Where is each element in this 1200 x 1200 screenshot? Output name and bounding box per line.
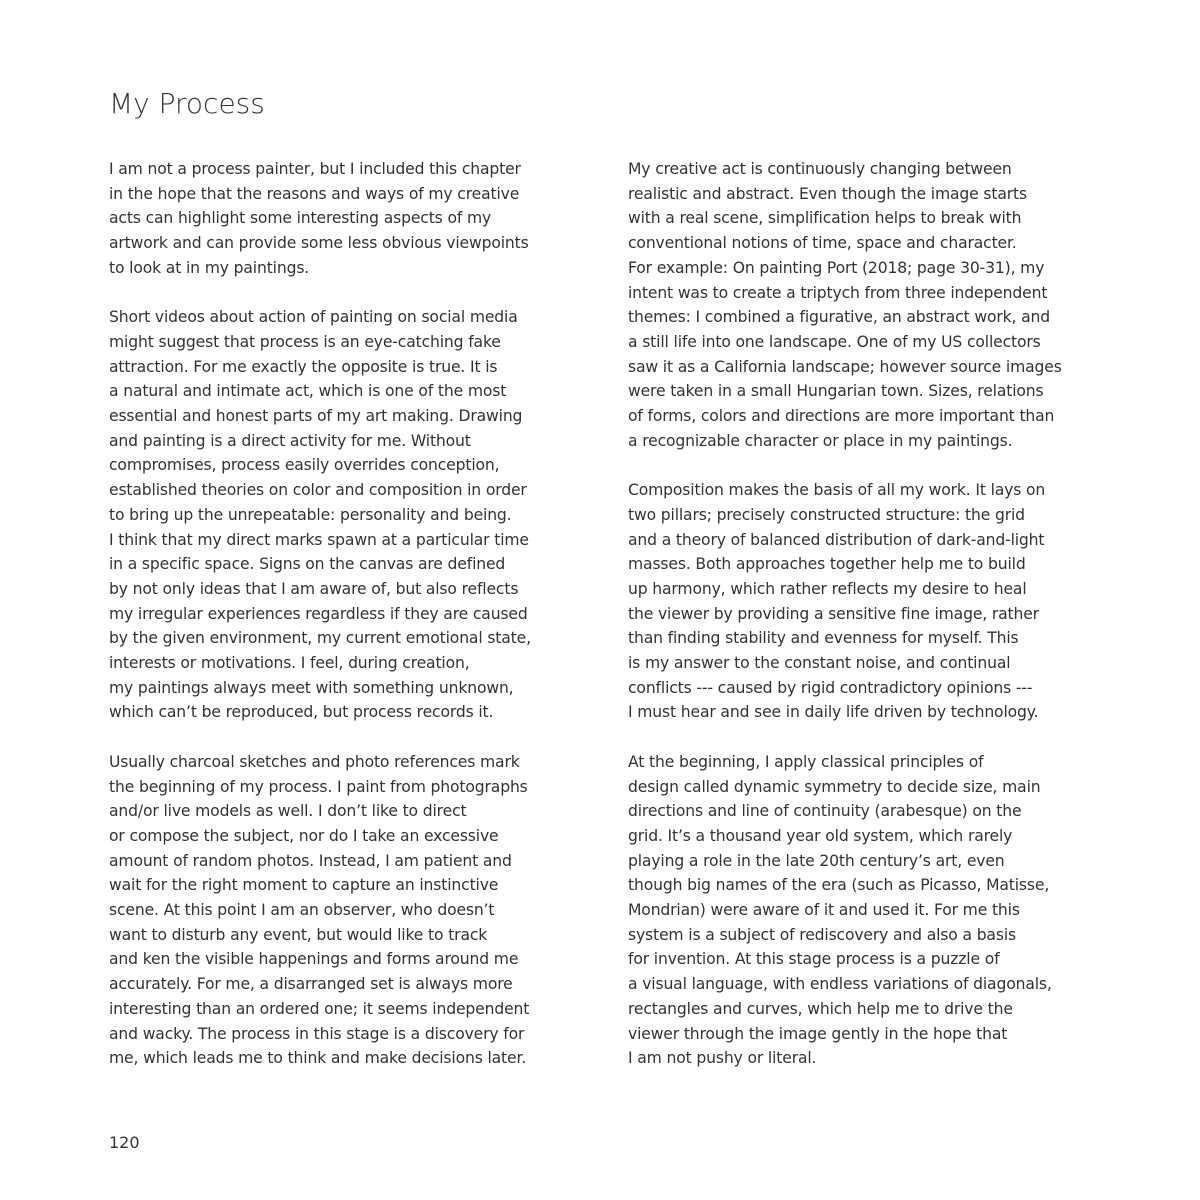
text-line: and a theory of balanced distribution of dark-and-light bbox=[628, 530, 1045, 549]
text-line: a natural and intimate act, which is one of the most bbox=[109, 382, 507, 401]
text-line: saw it as a California landscape; however source images bbox=[628, 357, 1062, 376]
text-line: to look at in my paintings. bbox=[109, 258, 310, 277]
text-line: conventional notions of time, space and character. bbox=[628, 234, 1017, 253]
text-line: Mondrian) were aware of it and used it. For me this bbox=[628, 901, 1020, 920]
text-line: essential and honest parts of my art making. Drawing bbox=[109, 407, 523, 426]
text-line: of forms, colors and directions are more important than bbox=[628, 407, 1055, 426]
text-line: attraction. For me exactly the opposite is true. It is bbox=[109, 357, 498, 376]
text-line: At the beginning, I apply classical principles of bbox=[628, 752, 984, 771]
text-line: is my answer to the constant noise, and continual bbox=[628, 654, 1011, 673]
text-line: which can’t be reproduced, but process records it. bbox=[109, 703, 494, 722]
text-line: I am not pushy or literal. bbox=[628, 1049, 817, 1068]
paragraph bbox=[628, 478, 1108, 725]
text-line: by the given environment, my current emotional state, bbox=[109, 629, 531, 648]
text-line: were taken in a small Hungarian town. Sizes, relations bbox=[628, 382, 1044, 401]
text-line: I think that my direct marks spawn at a particular time bbox=[109, 530, 529, 549]
text-line: Composition makes the basis of all my work. It lays on bbox=[628, 481, 1046, 500]
paragraph bbox=[109, 305, 589, 725]
text-line: the beginning of my process. I paint from photographs bbox=[109, 777, 528, 796]
text-line: established theories on color and composition in order bbox=[109, 481, 527, 500]
text-line: conflicts --- caused by rigid contradictory opinions --- bbox=[628, 678, 1033, 697]
text-line: the viewer by providing a sensitive fine image, rather bbox=[628, 604, 1039, 623]
text-line: two pillars; precisely constructed structure: the grid bbox=[628, 505, 1025, 524]
text-line: interesting than an ordered one; it seems independent bbox=[109, 999, 530, 1018]
right-column bbox=[628, 157, 1108, 1096]
text-line: or compose the subject, nor do I take an excessive bbox=[109, 826, 499, 845]
page-number: 120 bbox=[109, 1133, 140, 1152]
text-line: me, which leads me to think and make decisions later. bbox=[109, 1049, 527, 1068]
text-line: amount of random photos. Instead, I am patient and bbox=[109, 851, 512, 870]
paragraph bbox=[109, 157, 589, 281]
text-line: a still life into one landscape. One of my US collectors bbox=[628, 332, 1041, 351]
text-line: acts can highlight some interesting aspects of my bbox=[109, 209, 492, 228]
text-line: For example: On painting Port (2018; page 30-31), my bbox=[628, 258, 1045, 277]
text-line: I am not a process painter, but I included this chapter bbox=[109, 160, 521, 178]
text-line: though big names of the era (such as Picasso, Matisse, bbox=[628, 876, 1050, 895]
text-line: with a real scene, simplification helps to break with bbox=[628, 209, 1022, 228]
text-line: want to disturb any event, but would like to track bbox=[109, 925, 488, 944]
text-line: my paintings always meet with something unknown, bbox=[109, 678, 514, 697]
paragraph bbox=[628, 157, 1108, 453]
text-line: to bring up the unrepeatable: personality and being. bbox=[109, 505, 512, 524]
page-title: My Process bbox=[109, 87, 265, 120]
text-line: in the hope that the reasons and ways of my creative bbox=[109, 184, 520, 203]
text-line: themes: I combined a figurative, an abstract work, and bbox=[628, 308, 1050, 327]
text-line: Short videos about action of painting on social media bbox=[109, 308, 518, 327]
text-line: and wacky. The process in this stage is a discovery for bbox=[109, 1024, 525, 1043]
text-line: accurately. For me, a disarranged set is always more bbox=[109, 975, 513, 994]
text-line: I must hear and see in daily life driven by technology. bbox=[628, 703, 1039, 722]
text-line: masses. Both approaches together help me to build bbox=[628, 555, 1026, 574]
paragraph bbox=[628, 750, 1108, 1071]
text-line: and ken the visible happenings and forms around me bbox=[109, 950, 519, 969]
text-line: and/or live models as well. I don’t like to direct bbox=[109, 802, 467, 821]
text-line: system is a subject of rediscovery and also a basis bbox=[628, 925, 1016, 944]
text-line: a recognizable character or place in my paintings. bbox=[628, 431, 1013, 450]
text-line: viewer through the image gently in the hope that bbox=[628, 1024, 1008, 1043]
text-line: for invention. At this stage process is a puzzle of bbox=[628, 950, 1000, 969]
paragraph bbox=[109, 750, 589, 1071]
text-line: in a specific space. Signs on the canvas are defined bbox=[109, 555, 506, 574]
text-line: artwork and can provide some less obvious viewpoints bbox=[109, 234, 529, 253]
text-line: compromises, process easily overrides conception, bbox=[109, 456, 500, 475]
text-line: My creative act is continuously changing between bbox=[628, 160, 1012, 178]
text-line: playing a role in the late 20th century’s art, even bbox=[628, 851, 1005, 870]
text-line: my irregular experiences regardless if they are caused bbox=[109, 604, 528, 623]
text-line: wait for the right moment to capture an instinctive bbox=[109, 876, 499, 895]
text-line: grid. It’s a thousand year old system, which rarely bbox=[628, 826, 1013, 845]
text-line: directions and line of continuity (arabesque) on the bbox=[628, 802, 1022, 821]
text-line: design called dynamic symmetry to decide size, main bbox=[628, 777, 1041, 796]
text-line: a visual language, with endless variations of diagonals, bbox=[628, 975, 1052, 994]
text-line: Usually charcoal sketches and photo references mark bbox=[109, 752, 520, 771]
text-line: by not only ideas that I am aware of, but also reflects bbox=[109, 579, 519, 598]
left-column bbox=[109, 157, 589, 1096]
text-line: scene. At this point I am an observer, who doesn’t bbox=[109, 901, 495, 920]
text-line: interests or motivations. I feel, during creation, bbox=[109, 654, 470, 673]
text-line: realistic and abstract. Even though the image starts bbox=[628, 184, 1027, 203]
text-line: intent was to create a triptych from three independent bbox=[628, 283, 1048, 302]
text-line: rectangles and curves, which help me to drive the bbox=[628, 999, 1013, 1018]
text-line: than finding stability and evenness for myself. This bbox=[628, 629, 1019, 648]
text-line: and painting is a direct activity for me. Without bbox=[109, 431, 471, 450]
text-line: up harmony, which rather reflects my desire to heal bbox=[628, 579, 1027, 598]
text-line: might suggest that process is an eye-catching fake bbox=[109, 332, 501, 351]
